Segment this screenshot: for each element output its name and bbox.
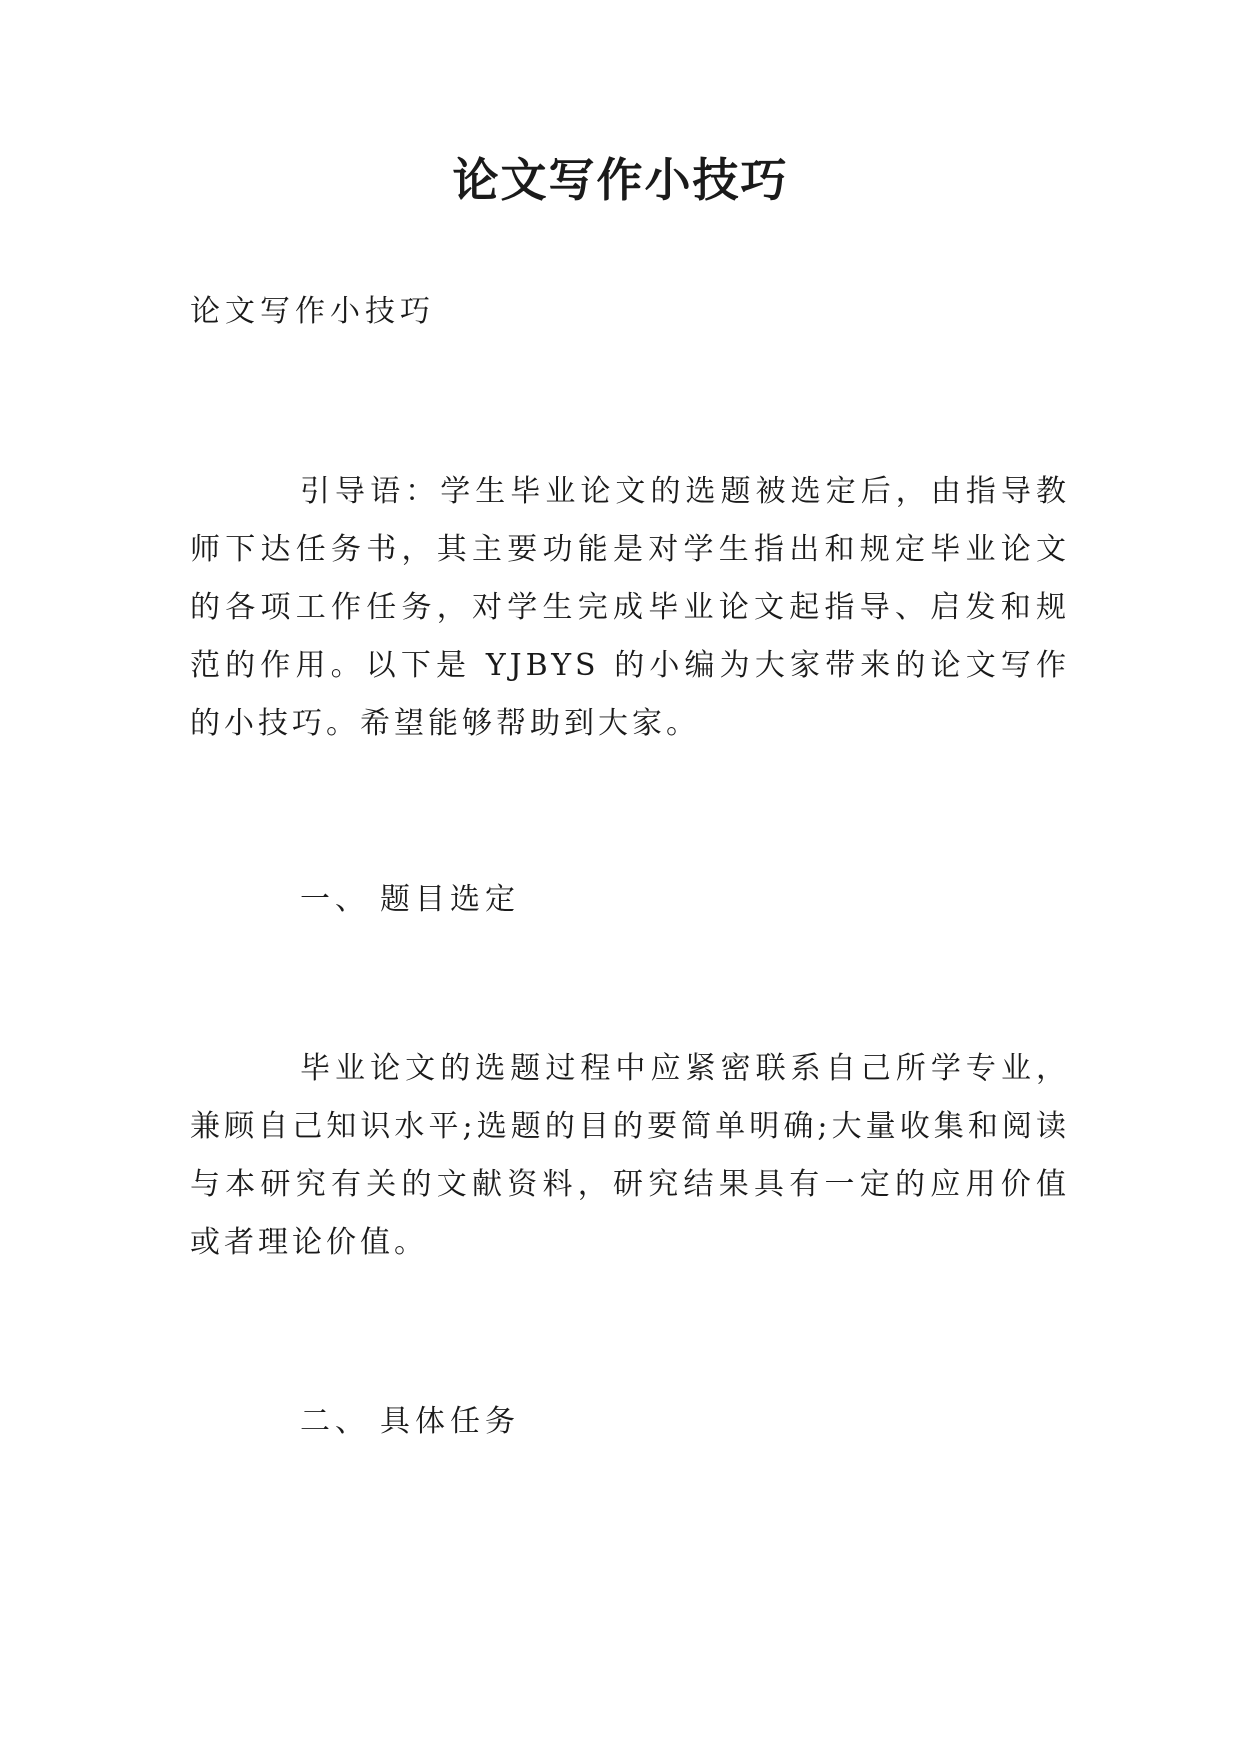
document-title: 论文写作小技巧 [452, 153, 789, 207]
section-number-1: 一、 [300, 882, 370, 917]
section-heading-1 [300, 880, 520, 920]
intro-paragraph: 引导语：学生毕业论文的选题被选定后，由指导教师下达任务书，其主要功能是对学生指出和规定毕业论文的各项工作任务，对学生完成毕业论文起指导、启发和规范的作用。以下是 YJBYS 的小编为大家带来的论文写作的小技巧。希望能够帮助到大家。 [190, 474, 1070, 741]
section-1-paragraph: 毕业论文的选题过程中应紧密联系自己所学专业，兼顾自己知识水平;选题的目的要简单明确;大量收集和阅读与本研究有关的文献资料，研究结果具有一定的应用价值或者理论价值。 [190, 1051, 1070, 1260]
section-title-1: 题目选定 [380, 882, 520, 917]
section-title-2: 具体任务 [380, 1404, 520, 1439]
section-heading-2 [300, 1402, 520, 1442]
section-number-2: 二、 [300, 1404, 370, 1439]
document-subtitle: 论文写作小技巧 [190, 294, 435, 329]
